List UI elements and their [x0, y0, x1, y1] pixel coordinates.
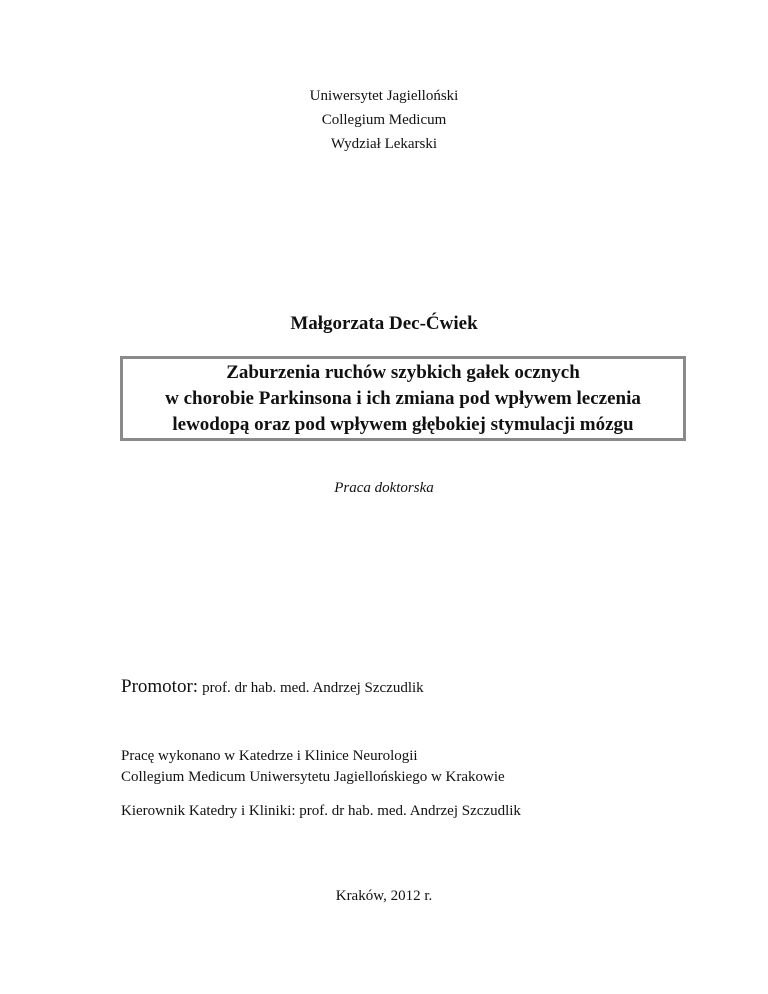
university-header	[0, 84, 768, 156]
institution-line-1: Pracę wykonano w Katedrze i Klinice Neurologii	[121, 748, 418, 764]
work-type: Praca doktorska	[334, 480, 434, 496]
promotor-line	[121, 676, 424, 698]
college-name: Collegium Medicum	[321, 112, 447, 128]
head-of-department: Kierownik Katedry i Kliniki: prof. dr hab. med. Andrzej Szczudlik	[121, 803, 521, 819]
title-line-1: Zaburzenia ruchów szybkich gałek ocznych	[226, 362, 580, 383]
faculty-name: Wydział Lekarski	[330, 136, 438, 152]
institution-block	[121, 746, 505, 788]
promotor-value: prof. dr hab. med. Andrzej Szczudlik	[202, 680, 424, 696]
promotor-label: Promotor:	[121, 676, 199, 697]
institution-line-2: Collegium Medicum Uniwersytetu Jagiellońskiego w Krakowie	[121, 769, 505, 785]
thesis-title-box	[120, 356, 686, 441]
title-line-3: lewodopą oraz pod wpływem głębokiej stymulacji mózgu	[172, 414, 634, 435]
author-name: Małgorzata Dec-Ćwiek	[290, 313, 478, 334]
place-date: Kraków, 2012 r.	[335, 888, 433, 904]
title-line-2: w chorobie Parkinsona i ich zmiana pod wpływem leczenia	[165, 388, 641, 409]
university-name: Uniwersytet Jagielloński	[309, 88, 459, 104]
